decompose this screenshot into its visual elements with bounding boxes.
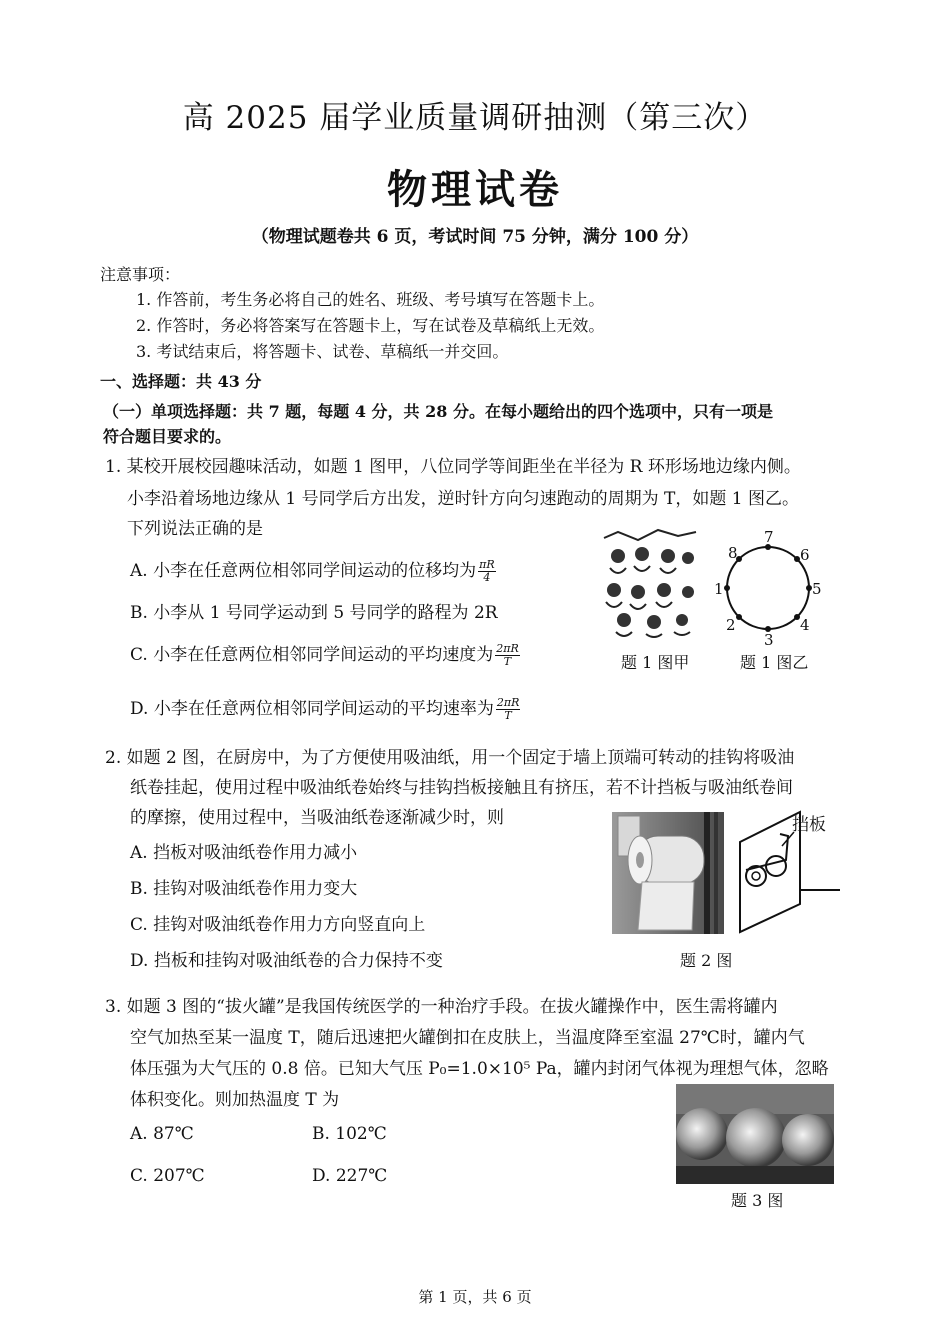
q1-option-c: C. 小李在任意两位相邻同学间运动的平均速度为 $\frac{2\pi R}{T}$ — [130, 642, 519, 668]
q1-option-d: D. 小李在任意两位相邻同学间运动的平均速率为 $\frac{2\pi R}{T}$ — [130, 696, 520, 722]
baffle-label: 挡板 — [792, 815, 826, 835]
fraction: $\frac{\pi R}{4}$ — [479, 558, 495, 584]
q2-caption: 题 2 图 — [680, 951, 733, 970]
q1-stem: 1. 某校开展校园趣味活动，如题 1 图甲，八位同学等间距坐在半径为 R 环形场地边缘内侧。 — [105, 457, 801, 477]
q3-option-b: B. 102℃ — [312, 1124, 387, 1144]
q2-option-a: A. 挡板对吸油纸卷作用力减小 — [130, 843, 358, 863]
q2-option-d: D. 挡板和挂钩对吸油纸卷的合力保持不变 — [130, 951, 443, 971]
circle-diagram — [712, 530, 824, 646]
notes-heading: 注意事项： — [100, 265, 181, 284]
circle-label-1: 1 — [714, 580, 724, 598]
q3-stem: 3. 如题 3 图的“拔火罐”是我国传统医学的一种治疗手段。在拔火罐操作中，医生需将罐内 — [105, 997, 778, 1017]
q2-stem: 的摩擦，使用过程中，当吸油纸卷逐渐减少时，则 — [130, 808, 504, 828]
circle-label-4: 4 — [800, 616, 810, 634]
q1-option-b: B. 小李从 1 号同学运动到 5 号同学的路程为 2R — [130, 603, 498, 623]
circle-label-8: 8 — [728, 544, 738, 562]
q1-fig-a-caption: 题 1 图甲 — [621, 653, 690, 672]
section-subheading: （一）单项选择题：共 7 题，每题 4 分，共 28 分。在每小题给出的四个选项中，只有一项是 — [103, 402, 773, 421]
page-footer: 第 1 页，共 6 页 — [418, 1288, 532, 1306]
note-item: 1. 作答前，考生务必将自己的姓名、班级、考号填写在答题卡上。 — [136, 290, 605, 309]
q3-option-d: D. 227℃ — [312, 1166, 388, 1186]
note-item: 3. 考试结束后，将答题卡、试卷、草稿纸一并交回。 — [136, 342, 509, 361]
circle-label-2: 2 — [726, 616, 736, 634]
q2-stem: 纸卷挂起，使用过程中吸油纸卷始终与挂钩挡板接触且有挤压，若不计挡板与吸油纸卷间 — [130, 778, 793, 798]
q3-option-a: A. 87℃ — [130, 1124, 194, 1144]
q1-fig-b-caption: 题 1 图乙 — [740, 653, 809, 672]
note-item: 2. 作答时，务必将答案写在答题卡上，写在试卷及草稿纸上无效。 — [136, 316, 605, 335]
circle-label-7: 7 — [764, 530, 774, 546]
fraction: $\frac{2\pi R}{T}$ — [496, 696, 520, 722]
q3-stem: 空气加热至某一温度 T，随后迅速把火罐倒扣在皮肤上，当温度降至室温 27℃时，罐内气 — [130, 1028, 805, 1048]
q3-stem: 体压强为大气压的 0.8 倍。已知大气压 P₀=1.0×10⁵ Pa，罐内封闭气体视为理想气体，忽略 — [130, 1059, 829, 1079]
cupping-jars-photo — [676, 1084, 834, 1184]
fraction: $\frac{2\pi R}{T}$ — [496, 642, 519, 668]
q3-stem: 体积变化。则加热温度 T 为 — [130, 1090, 340, 1110]
circle-label-6: 6 — [800, 546, 810, 564]
exam-title: 高 2025 届学业质量调研抽测（第三次） — [182, 100, 768, 136]
q2-stem: 2. 如题 2 图，在厨房中，为了方便使用吸油纸，用一个固定于墙上顶端可转动的挂钩将吸油 — [105, 748, 795, 768]
q2-option-c: C. 挂钩对吸油纸卷作用力方向竖直向上 — [130, 915, 426, 935]
paper-roll-photo — [612, 812, 724, 934]
subject-title: 物理试卷 — [387, 166, 563, 213]
q1-option-a: A. 小李在任意两位相邻同学间运动的位移均为 $\frac{\pi R}{4}$ — [130, 558, 495, 584]
q2-option-b: B. 挂钩对吸油纸卷作用力变大 — [130, 879, 358, 899]
exam-info: （物理试题卷共 6 页，考试时间 75 分钟，满分 100 分） — [251, 227, 699, 247]
q3-caption: 题 3 图 — [731, 1191, 784, 1210]
q1-stem: 小李沿着场地边缘从 1 号同学后方出发，逆时针方向匀速跑动的周期为 T，如题 1 图乙。 — [127, 489, 799, 509]
q3-option-c: C. 207℃ — [130, 1166, 205, 1186]
section-subheading-cont: 符合题目要求的。 — [103, 427, 232, 446]
students-illustration — [598, 528, 702, 640]
circle-label-5: 5 — [812, 580, 822, 598]
section-heading: 一、选择题：共 43 分 — [100, 372, 262, 391]
q1-stem: 下列说法正确的是 — [127, 519, 263, 539]
circle-label-3: 3 — [764, 631, 774, 646]
hook-diagram — [736, 806, 840, 934]
